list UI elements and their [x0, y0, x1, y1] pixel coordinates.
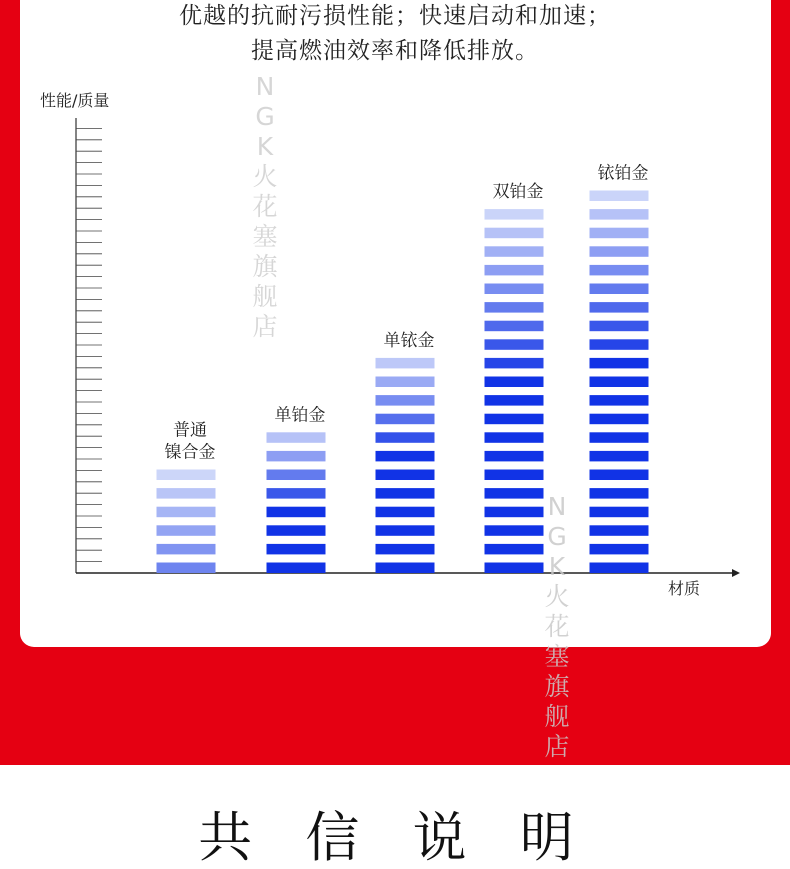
- bar-stripe: [590, 246, 649, 256]
- bar-stripe: [590, 377, 649, 388]
- bar-stripe: [376, 507, 435, 518]
- bar-stripe: [590, 339, 649, 350]
- bar-stripe: [590, 191, 649, 202]
- section-title: 共 信 说 明: [198, 806, 592, 869]
- bar-stripe: [267, 507, 326, 518]
- bar-stripe: [590, 488, 649, 499]
- bar-stripe: [157, 544, 216, 555]
- category-label: 单铂金: [274, 405, 326, 426]
- bar-stripe: [157, 525, 216, 536]
- bar-stripe: [590, 525, 649, 536]
- bar-stripe: [485, 228, 544, 239]
- bar-stripe: [590, 265, 649, 276]
- bar: [157, 470, 216, 574]
- bar-stripe: [157, 507, 216, 518]
- watermark-text-2: NGK火花塞旗舰店: [544, 492, 570, 761]
- bar-stripe: [267, 432, 326, 443]
- bar-stripe: [267, 470, 326, 481]
- bar-stripe: [376, 544, 435, 555]
- bar-stripe: [485, 209, 544, 220]
- bar-stripe: [485, 488, 544, 499]
- bar-stripe: [485, 265, 544, 276]
- bar: [590, 191, 649, 574]
- category-label: 普通: [173, 420, 207, 441]
- bar-stripe: [485, 302, 544, 313]
- bar-stripe: [267, 563, 326, 574]
- category-label: 单铱金: [383, 330, 435, 351]
- bar-stripe: [376, 377, 435, 388]
- bar-stripe: [485, 339, 544, 350]
- y-axis-label: 性能/质量: [40, 91, 110, 110]
- x-axis-arrowhead: [732, 569, 740, 577]
- bar-stripe: [376, 488, 435, 499]
- performance-description-line2: 提高燃油效率和降低排放。: [251, 38, 539, 64]
- bar-stripe: [590, 507, 649, 518]
- category-label: 双铂金: [492, 182, 544, 203]
- bar: [485, 209, 544, 573]
- bar-stripe: [485, 563, 544, 574]
- bar-stripe: [267, 525, 326, 536]
- bar-stripe: [590, 209, 649, 220]
- category-label: 镍合金: [164, 442, 216, 463]
- bar-stripe: [485, 451, 544, 462]
- bar-stripe: [590, 432, 649, 443]
- bar-stripe: [376, 525, 435, 536]
- bar-stripe: [157, 563, 216, 574]
- bar-stripe: [376, 563, 435, 574]
- bar-stripe: [590, 284, 649, 295]
- bar-stripe: [267, 451, 326, 462]
- bar-stripe: [590, 414, 649, 425]
- watermark-text: NGK火花塞旗舰店: [252, 72, 278, 341]
- bar-stripe: [590, 302, 649, 313]
- bar-stripe: [376, 470, 435, 481]
- bar-stripe: [157, 488, 216, 499]
- bar-stripe: [485, 432, 544, 443]
- bar: [267, 432, 326, 573]
- bar-stripe: [485, 525, 544, 536]
- bar-stripe: [267, 488, 326, 499]
- bar-stripe: [157, 470, 216, 481]
- bar-stripe: [267, 544, 326, 555]
- bar-stripe: [485, 377, 544, 388]
- bar-stripe: [485, 414, 544, 425]
- bar-stripe: [485, 395, 544, 406]
- bar-stripe: [376, 358, 435, 369]
- bar-stripe: [376, 432, 435, 443]
- bar-stripe: [590, 470, 649, 481]
- chart-bars: [157, 191, 649, 574]
- bar-stripe: [485, 544, 544, 555]
- bar-stripe: [590, 544, 649, 555]
- performance-description-line1: 优越的抗耐污损性能；快速启动和加速；: [179, 3, 611, 29]
- x-axis-label: 材质: [668, 579, 701, 598]
- bar-stripe: [376, 451, 435, 462]
- bar-stripe: [485, 358, 544, 369]
- bar-stripe: [485, 321, 544, 332]
- bar-stripe: [485, 284, 544, 295]
- bar-stripe: [590, 321, 649, 332]
- bar: [376, 358, 435, 573]
- category-label: 铱铂金: [597, 163, 649, 184]
- bar-stripe: [590, 451, 649, 462]
- bar-stripe: [590, 228, 649, 239]
- bar-stripe: [485, 470, 544, 481]
- bar-stripe: [376, 395, 435, 406]
- bar-stripe: [590, 563, 649, 574]
- bar-stripe: [590, 358, 649, 369]
- bar-stripe: [485, 507, 544, 518]
- bar-stripe: [485, 246, 544, 256]
- bar-stripe: [376, 414, 435, 425]
- bar-stripe: [590, 395, 649, 406]
